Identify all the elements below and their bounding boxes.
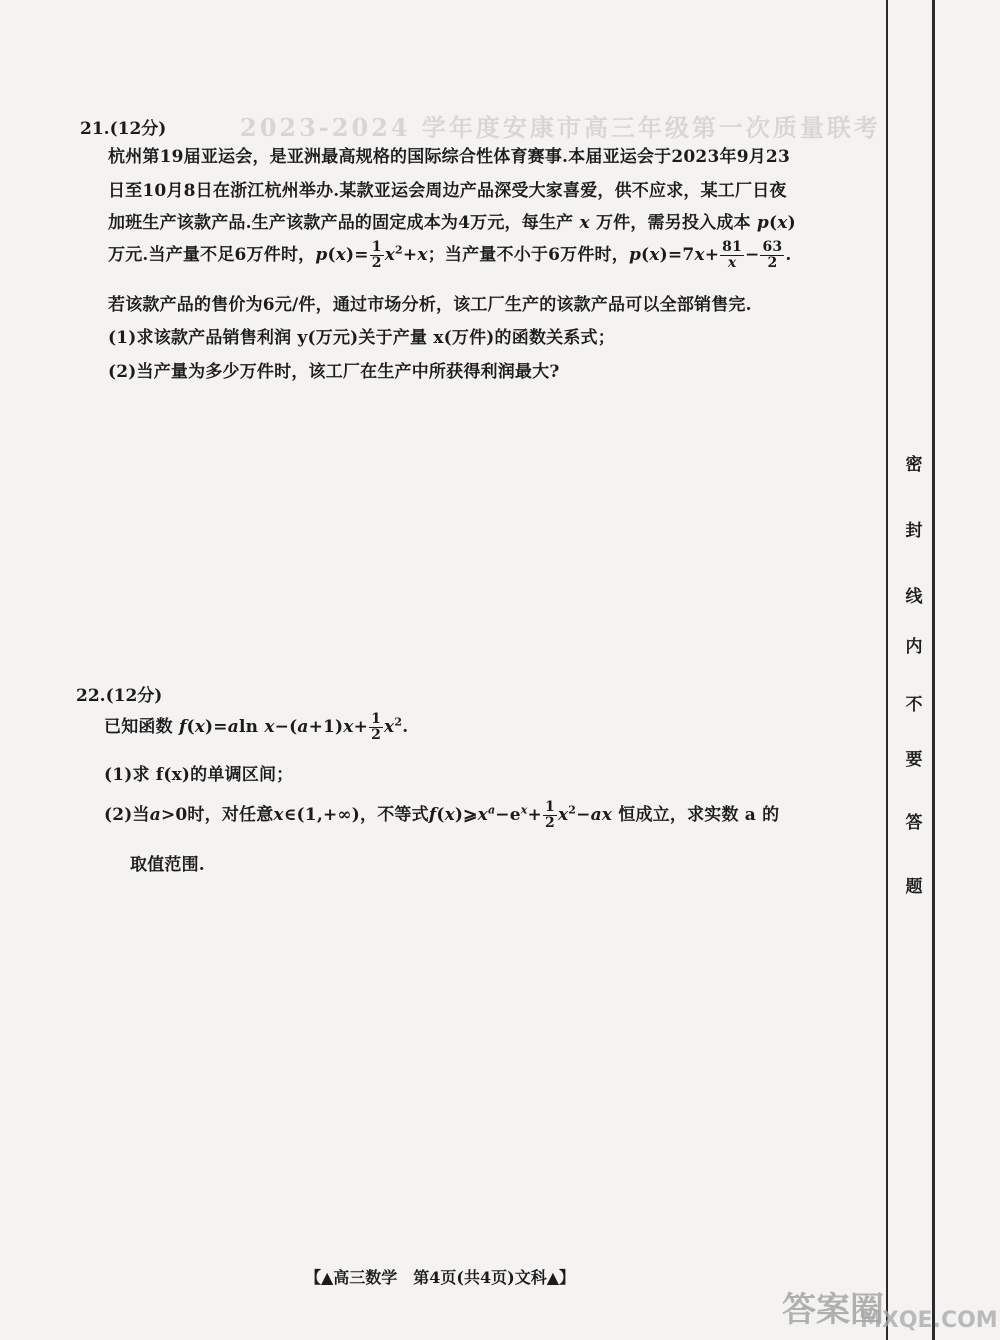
q21-line-2: 日至10月8日在浙江杭州举办.某款亚运会周边产品深受大家喜爱，供不应求，某工厂日夜 bbox=[108, 181, 787, 201]
bleed-through-title: 2023-2024 学年度安康市高三年级第一次质量联考 bbox=[240, 113, 881, 142]
q21-subquestion-1: (1)求该款产品销售利润 y(万元)关于产量 x(万件)的函数关系式； bbox=[108, 328, 615, 348]
q21-line-3: 加班生产该款产品.生产该款产品的固定成本为4万元，每生产 x 万件，需另投入成本 p(x) bbox=[108, 213, 796, 233]
watermark-url: MXQE.COM bbox=[860, 1308, 998, 1333]
seal-char-5: 不 bbox=[905, 695, 923, 715]
seal-char-4: 内 bbox=[905, 637, 923, 657]
q21-line-4: 万元.当产量不足6万件时，p(x)= $\frac{1}{2}$ $x^2+x$；当产量不小于6万件时，p(x)=7x+ $\frac{81}{x}$ − $\frac{63}{2}$ . bbox=[108, 239, 792, 271]
q22-subquestion-1: (1)求 f(x)的单调区间； bbox=[104, 765, 294, 785]
seal-char-2: 封 bbox=[905, 521, 923, 541]
q21-subquestion-2: (2)当产量为多少万件时，该工厂在生产中所获得利润最大? bbox=[108, 362, 560, 382]
seal-char-7: 答 bbox=[905, 813, 923, 833]
question-21-header: 21.(12分) bbox=[80, 119, 167, 139]
page-footer: 【▲高三数学 第4页(共4页)文科▲】 bbox=[304, 1268, 576, 1287]
q22-subquestion-2-cont: 取值范围. bbox=[130, 855, 205, 875]
binding-line-outer bbox=[886, 0, 888, 1340]
q22-subquestion-2: (2)当a>0时，对任意x∈(1,+∞)，不等式$f(x)⩾x^a-e^x+$ $\frac{1}{2}$ $x^2-ax$ 恒成立，求实数 a 的 bbox=[104, 799, 780, 831]
q21-line-5: 若该款产品的售价为6元/件，通过市场分析，该工厂生产的该款产品可以全部销售完. bbox=[108, 295, 752, 315]
binding-line-inner bbox=[932, 0, 935, 1340]
watermark-logo: 答案圈 bbox=[782, 1290, 884, 1330]
seal-char-8: 题 bbox=[905, 877, 923, 897]
seal-char-1: 密 bbox=[905, 455, 923, 475]
seal-char-6: 要 bbox=[905, 750, 923, 770]
q22-line-1: 已知函数 f(x)=aln x−(a+1)x+ $\frac{1}{2}$ $x^2$. bbox=[104, 711, 409, 743]
question-22-header: 22.(12分) bbox=[76, 686, 163, 706]
q21-line-1: 杭州第19届亚运会，是亚洲最高规格的国际综合性体育赛事.本届亚运会于2023年9月23 bbox=[108, 147, 790, 167]
seal-char-3: 线 bbox=[905, 587, 923, 607]
